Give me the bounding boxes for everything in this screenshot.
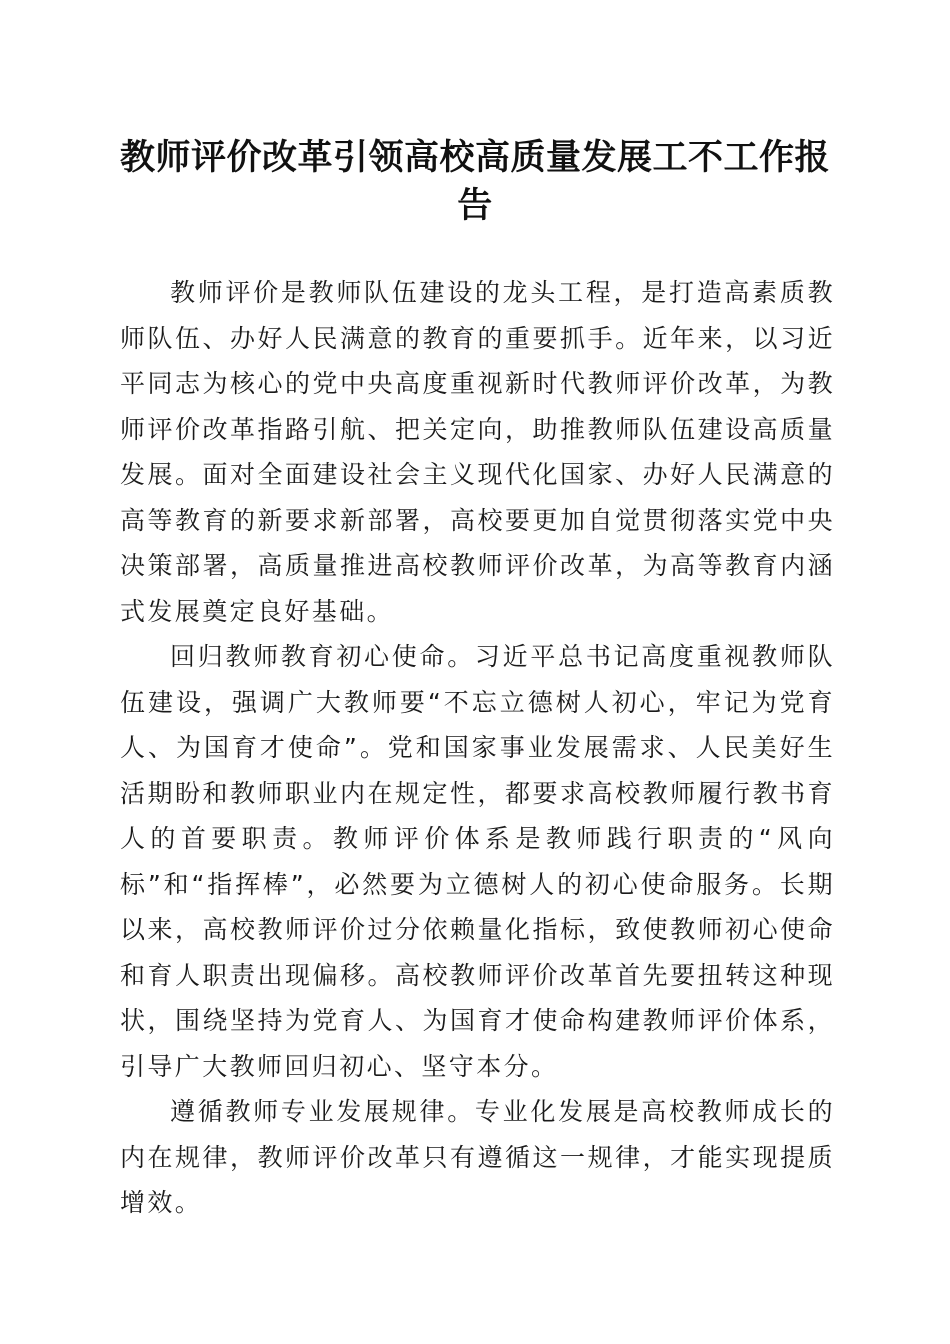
- paragraph-2: 回归教师教育初心使命。习近平总书记高度重视教师队伍建设，强调广大教师要“不忘立德树人初心，牢记为党育人、为国育才使命”。党和国家事业发展需求、人民美好生活期盼和教师职业内在规定性，都要求高校教师履行教书育人的首要职责。教师评价体系是教师践行职责的“风向标”和“指挥棒”，必然要为立德树人的初心使命服务。长期以来，高校教师评价过分依赖量化指标，致使教师初心使命和育人职责出现偏移。高校教师评价改革首先要扭转这种现状，围绕坚持为党育人、为国育才使命构建教师评价体系，引导广大教师回归初心、坚守本分。: [120, 642, 835, 1081]
- document-title: 教师评价改革引领高校高质量发展工不工作报告: [119, 137, 830, 226]
- paragraph-1: 教师评价是教师队伍建设的龙头工程，是打造高素质教师队伍、办好人民满意的教育的重要抓手。近年来，以习近平同志为核心的党中央高度重视新时代教师评价改革，为教师评价改革指路引航、把关定向，助推教师队伍建设高质量发展。面对全面建设社会主义现代化国家、办好人民满意的高等教育的新要求新部署，高校要更加自觉贯彻落实党中央决策部署，高质量推进高校教师评价改革，为高等教育内涵式发展奠定良好基础。: [120, 278, 835, 626]
- paragraph-3: 遵循教师专业发展规律。专业化发展是高校教师成长的内在规律，教师评价改革只有遵循这一规律，才能实现提质增效。: [120, 1097, 835, 1217]
- document-body: [120, 270, 835, 1226]
